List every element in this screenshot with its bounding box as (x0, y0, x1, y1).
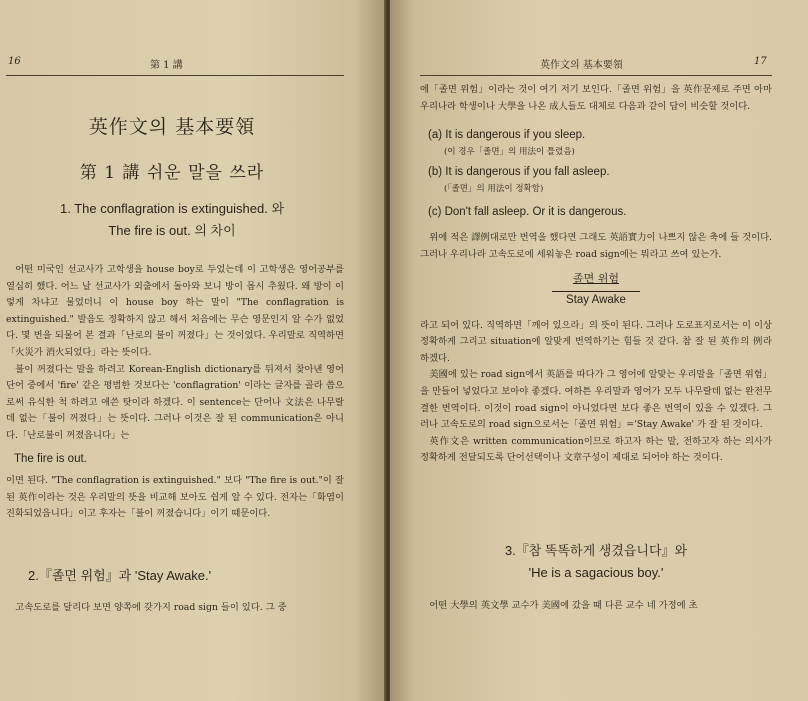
paragraph: 美國에 있는 road sign에서 英語를 따다가 그 영어에 알맞는 우리말을「졸면 위험」을 만들어 넣었다고 보아야 좋겠다. 여하튼 우리말과 영어가 모두 나무랄데 없는 완전무결한 번역이다. 이것이 road sign이 아니었다면 보다 좋은 번역이 있을 수 있겠다. 그러나 고속도로의 road sign으로서는「졸면 위험」='Stay Awake' 가 잘 된 것이다. (420, 369, 772, 431)
note-a: (이 경우「졸면」의 用法이 틀렸음) (444, 146, 575, 157)
road-sign-example (420, 271, 772, 309)
example-c: (c) Don't fall asleep. Or it is dangerous. (428, 205, 627, 218)
paragraph: 어떤 大學의 英文學 교수가 美國에 갔을 때 다른 교수 네 가정에 초 (429, 600, 698, 611)
left-body-end (6, 600, 344, 617)
left-body (6, 262, 344, 523)
example-a: (a) It is dangerous if you sleep. (428, 129, 586, 142)
section-3-title-line2: 'He is a sagacious boy.' (528, 565, 664, 580)
paragraph: 위에 적은 譯例대로만 번역을 했다면 그래도 英語實力이 나쁘지 않은 축에 들 것이다. 그러나 우리나라 고속도로에 세워놓은 road sign에는 뭐라고 쓰여 있는가. (420, 232, 773, 260)
sign-english: Stay Awake (552, 291, 640, 309)
paragraph: 에「졸면 위험」이라는 것이 여기 저기 보인다.「졸면 위험」을 英作문제로 주면 아마 우리나라 학생이나 大學을 나온 成人들도 대체로 다음과 같이 답이 비슷할 것이다. (420, 84, 772, 112)
sign-korean: 졸면 위험 (572, 272, 619, 286)
right-page (390, 0, 808, 701)
paragraph: 라고 되어 있다. 직역하면「깨어 있으라」의 뜻이 된다. 그러나 도로표지로서는 이 이상 정확하게 그리고 situation에 알맞게 번역하기는 힘들 것 같다. 참 잘 된 英作의 例라 하겠다. (420, 319, 772, 364)
page-number: 16 (8, 56, 21, 67)
example-b: (b) It is dangerous if you fall asleep. (428, 166, 610, 179)
note-b: (「졸면」의 用法이 정확함) (444, 183, 544, 194)
lecture-title: 第 1 講 쉬운 말을 쓰라 (79, 163, 265, 183)
book-title: 英作文의 基本要領 (88, 116, 256, 138)
right-body (420, 82, 772, 467)
page-number: 17 (754, 56, 767, 67)
section-1-title-line2: The fire is out. 의 차이 (108, 223, 236, 238)
paragraph: 이면 된다. "The conflagration is extinguished." 보다 "The fire is out."이 잘 된 英作이라는 것은 우리말의 뜻을 비교해 보아도 쉽게 알 수 있다. 전자는「화염이 진화되었읍니다」이고 후자는「불이 꺼졌습니다」이기 때문이다. (6, 475, 344, 520)
running-head: 英作文의 基本要領 (540, 60, 623, 71)
running-head: 第 1 講 (150, 60, 183, 71)
paragraph: 英作文은 written communication이므로 하고자 하는 말, 전하고자 하는 의사가 정확하게 전달되도록 단어선택이나 文章구성이 제대로 되어야 하는 것이다. (420, 435, 772, 464)
section-3-title (420, 540, 772, 584)
section-3-title-line1: 3.『참 똑똑하게 생겼읍니다』와 (504, 543, 688, 558)
section-2-title: 2.『졸면 위험』과 'Stay Awake.' (28, 568, 212, 583)
right-body-end (420, 598, 772, 615)
paragraph: 고속도로를 달리다 보면 양쪽에 갖가지 road sign 들이 있다. 그 중 (15, 602, 287, 613)
section-1-title (0, 198, 344, 242)
header-rule (6, 75, 344, 76)
section-1-title-line1: 1. The conflagration is extinguished. 와 (59, 201, 285, 216)
paragraph: 어떤 미국인 선교사가 고학생을 house boy로 두었는데 이 고학생은 영어공부를 열심히 했다. 어느 날 선교사가 외출에서 돌아와 보니 방이 몹시 추웠다. 왜 방이 이렇게 차냐고 물었더니 이 house boy 하는 말이 "The conflagration is extinguished." 발음도 정확하지 않고 해서 처음에는 무슨 영문인지 알 수가 없었다. 몇 번을 되물어 본 결과「난로의 불이 꺼졌다」는 것이었다. 우리말로 직역하면「火災가 消火되었다」라는 뜻이다. (6, 264, 344, 358)
example-sentence: The fire is out. (14, 452, 87, 465)
header-rule (420, 75, 772, 76)
paragraph: 불이 꺼졌다는 말을 하려고 Korean-English dictionary를 뒤져서 찾아낸 영어단어 중에서 'fire' 같은 평범한 것보다는 'conflagration' 이라는 글자를 골라 씀으로써 유식한 척 하려고 애쓴 탓이라 하겠다. 이 sentence는 단어나 文法은 나무랄데 없는「불이 꺼졌다」는 뜻이다. 그러나 이것은 잘 된 communication은 아니다.「난로불이 꺼졌읍니다」는 (6, 363, 344, 441)
left-page (0, 0, 386, 701)
